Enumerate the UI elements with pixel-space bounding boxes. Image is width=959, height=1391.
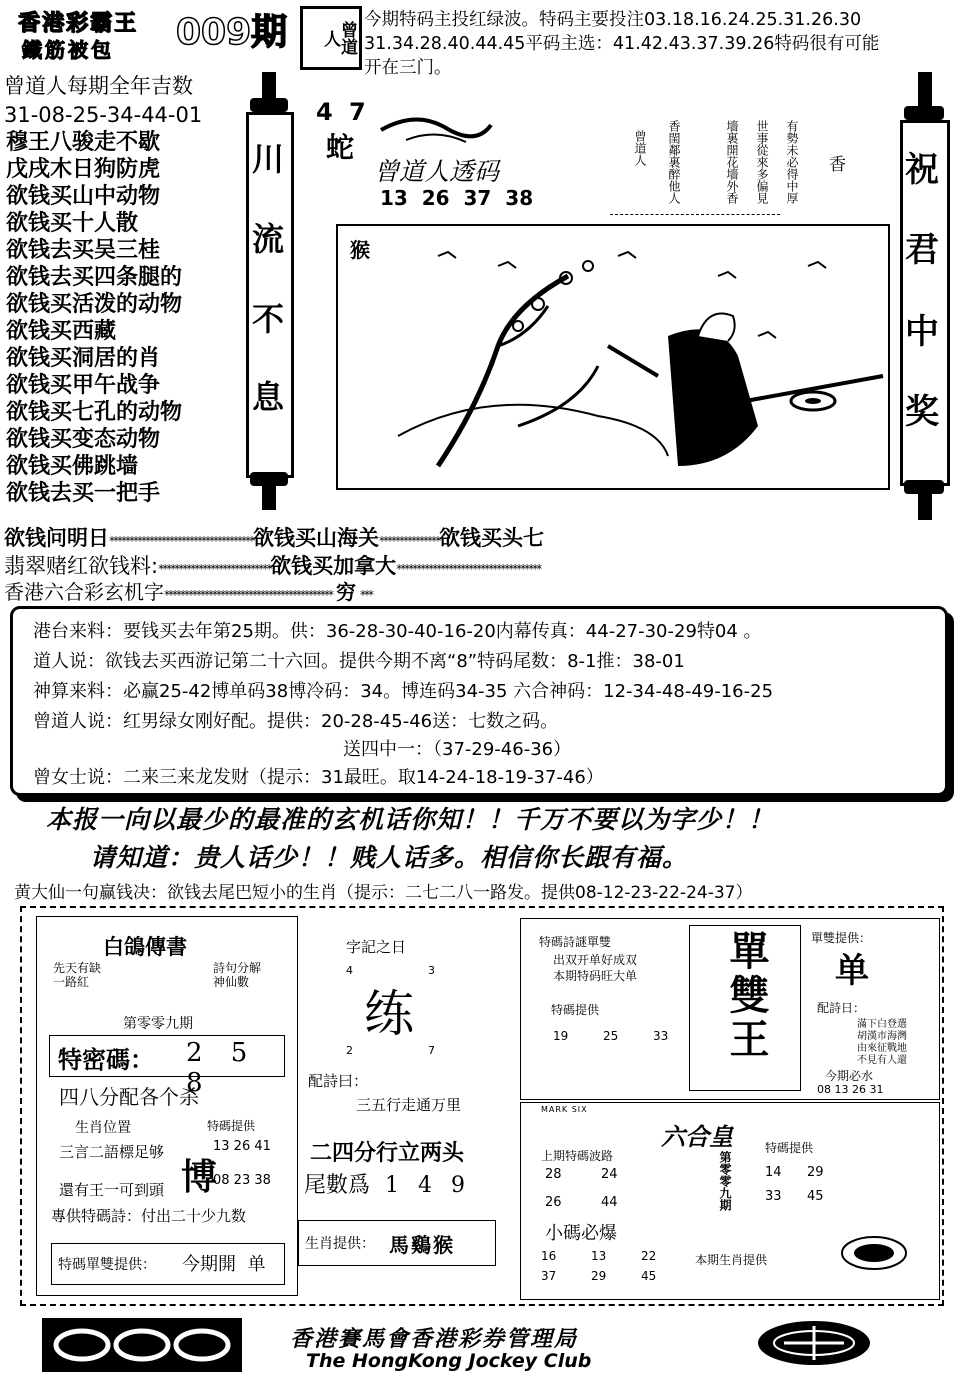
riddle-stars: *** bbox=[360, 588, 372, 602]
info-line: 神算来料：必赢25-42博单码38博冷码：34。博连码34-35 六合神码：12-34-48-49-16-25 bbox=[33, 681, 774, 702]
liuhe-small-num: 22 bbox=[641, 1249, 657, 1263]
issue-number: 009期 bbox=[176, 12, 288, 53]
list-item: 戊戌木日狗防虎 bbox=[6, 157, 161, 182]
picture-animal-label: 猴 bbox=[350, 238, 370, 262]
scroll-left-char: 流 bbox=[252, 220, 285, 258]
riddle-label: 翡翠赌红欲钱料: bbox=[4, 554, 159, 578]
pigeon-nums: 13 26 41 bbox=[213, 1139, 271, 1154]
danshuang-poem: 不見有人還 bbox=[857, 1055, 907, 1066]
liuhe-mark-strip: MARK SIX bbox=[541, 1105, 588, 1114]
picture-title: 曾道人透码 bbox=[374, 157, 500, 186]
logo-line1: 香港彩霸王 bbox=[18, 11, 139, 36]
liuhe-title: 六合皇 bbox=[661, 1122, 733, 1151]
pigeon-bo-label: 特碼提供 bbox=[207, 1119, 256, 1133]
scroll-left-char: 息 bbox=[252, 378, 285, 416]
liuhe-num: 24 bbox=[601, 1167, 618, 1182]
danshuang-title-box bbox=[689, 925, 801, 1091]
logo-line2: 鐵筋被包 bbox=[22, 38, 114, 62]
danshuang-poem: 胡漢市海灣 bbox=[857, 1031, 907, 1042]
danshuang-head-line: 本期特码旺大单 bbox=[553, 969, 638, 983]
list-item: 欲钱去买一把手 bbox=[6, 481, 161, 506]
slogan: 请知道：贵人话少！！贱人话多。相信你长跟有福。 bbox=[90, 843, 689, 872]
word-tail-label: 尾數爲 bbox=[304, 1173, 371, 1198]
danshuang-provide: 特碼提供 bbox=[551, 1003, 600, 1017]
list-item: 欲钱买佛跳墙 bbox=[6, 454, 139, 479]
ink-painting-icon bbox=[338, 226, 888, 488]
scroll-right-char: 君 bbox=[905, 230, 939, 270]
picture-frame bbox=[336, 224, 890, 490]
word-corner: 3 bbox=[428, 964, 435, 977]
word-bold-line: 二四分行立两头 bbox=[310, 1141, 465, 1166]
scroll-right-char: 中 bbox=[905, 312, 939, 352]
word-sx-value: 馬鷄猴 bbox=[389, 1233, 455, 1257]
list-item: 欲钱买西藏 bbox=[6, 319, 117, 344]
jockey-club-logo-icon bbox=[42, 1318, 242, 1372]
announcement-line: 开在三门。 bbox=[364, 58, 452, 78]
word-poem-label: 配詩曰： bbox=[308, 1072, 369, 1090]
info-box bbox=[10, 606, 948, 796]
pigeon-special-nums: 2 5 8 bbox=[186, 1038, 258, 1098]
left-list bbox=[0, 70, 250, 520]
pigeon-bo-char: 博 bbox=[181, 1156, 218, 1198]
danshuang-head: 特碼詩謎單雙 bbox=[539, 935, 612, 949]
word-corner: 4 bbox=[346, 964, 353, 977]
danshuang-head-line: 出双开单好成双 bbox=[553, 953, 638, 967]
word-char: 练 bbox=[364, 985, 414, 1043]
liuhe-small-num: 16 bbox=[541, 1249, 557, 1263]
poem-col: 香閨鄰裏醉他人 bbox=[667, 120, 681, 204]
pigeon-kill-line: 四八分配各个杀 bbox=[59, 1085, 199, 1109]
lottery-emblem-icon bbox=[754, 1318, 874, 1368]
pigeon-issue: 第零零九期 bbox=[123, 1016, 193, 1032]
poem-col: 有勢未必得中厚 bbox=[785, 120, 799, 204]
liuhe-box bbox=[520, 1102, 940, 1300]
word-corner: 2 bbox=[346, 1044, 353, 1057]
liuhe-num: 33 bbox=[765, 1189, 782, 1204]
picture-top-numbers: 4 7 bbox=[316, 98, 370, 126]
word-box bbox=[300, 920, 500, 1294]
word-poem: 三五行走通万里 bbox=[356, 1096, 462, 1114]
pigeon-dan-label: 特碼單雙提供： bbox=[58, 1257, 156, 1273]
scroll-left bbox=[244, 72, 294, 512]
danshuang-num: 19 bbox=[553, 1029, 569, 1043]
info-line: 港台来料：要钱买去年第25期。供：36-28-30-40-16-20内幕传真：44-27-30-29特04 。 bbox=[33, 621, 762, 642]
list-item: 欲钱买十人散 bbox=[6, 211, 139, 236]
scroll-right bbox=[898, 72, 950, 522]
info-line: 送四中一：（37-29-46-36） bbox=[343, 739, 572, 760]
word-sx-label: 生肖提供： bbox=[305, 1236, 375, 1252]
list-item: 欲钱买甲午战争 bbox=[6, 373, 161, 398]
word-sx-row bbox=[298, 1220, 496, 1266]
word-tail-nums: 1 4 9 bbox=[385, 1173, 471, 1198]
poem-heading: 香 bbox=[829, 155, 846, 175]
poem-col: 曾道人 bbox=[633, 130, 647, 166]
riddle-label: 香港六合彩玄机字 bbox=[4, 580, 164, 604]
riddle-answer: 穷 bbox=[336, 580, 356, 604]
riddle-answer: 欲钱买山海关 bbox=[253, 526, 379, 550]
pigeon-title: 白鴿傳書 bbox=[103, 934, 187, 959]
liuhe-small-num: 29 bbox=[591, 1269, 607, 1283]
liuhe-num: 29 bbox=[807, 1165, 824, 1180]
info-line: 曾女士说：二来三来龙发财（提示：31最旺。取14-24-18-19-37-46） bbox=[33, 767, 604, 788]
pigeon-special-poem-text: 付出二十少九数 bbox=[141, 1207, 247, 1225]
pigeon-dan-value: 今期開 单 bbox=[182, 1254, 266, 1275]
seal-text: 曾道人 bbox=[320, 21, 357, 55]
pigeon-dan-row bbox=[51, 1243, 285, 1285]
list-item: 欲钱买洞居的肖 bbox=[6, 346, 161, 371]
left-list-numbers: 31-08-25-34-44-01 bbox=[4, 103, 203, 127]
riddle-stars: *************** bbox=[379, 534, 439, 548]
riddle-answer: 欲钱买头七 bbox=[439, 526, 544, 550]
riddle-row bbox=[4, 522, 954, 552]
club-emblem-icon bbox=[839, 1233, 909, 1273]
word-tail bbox=[304, 1168, 471, 1199]
liuhe-small-num: 37 bbox=[541, 1269, 557, 1283]
danshuang-poem: 滿下白登選 bbox=[857, 1019, 907, 1030]
info-line: 曾道人说：红男绿女刚好配。提供：20-28-45-46送：七数之码。 bbox=[33, 711, 559, 732]
liuhe-num: 44 bbox=[601, 1195, 618, 1210]
riddle-stars: **************************** bbox=[158, 562, 271, 576]
liuhe-small-num: 13 bbox=[591, 1249, 607, 1263]
liuhe-issue: 第零零九期 bbox=[718, 1151, 732, 1211]
poem-col: 墻裏開花墻外香 bbox=[725, 120, 739, 204]
footer-en-name: The HongKong Jockey Club bbox=[306, 1350, 592, 1372]
announcement-line: 31.34.28.40.44.45平码主选：41.42.43.37.39.26特码很有可能 bbox=[364, 34, 880, 54]
pigeon-nums: 08 23 38 bbox=[213, 1173, 271, 1188]
seal bbox=[300, 6, 362, 70]
liuhe-zodiac-label: 本期生肖提供 bbox=[695, 1253, 768, 1267]
logo bbox=[8, 6, 158, 60]
picture-numbers: 13 26 37 38 bbox=[380, 186, 534, 210]
scroll-left-char: 川 bbox=[252, 140, 285, 178]
riddle-stars: ****************************************** bbox=[164, 588, 332, 602]
liuhe-num: 45 bbox=[807, 1189, 824, 1204]
liuhe-num: 14 bbox=[765, 1165, 782, 1180]
riddle-row bbox=[4, 576, 954, 606]
riddle-label: 欲钱问明日 bbox=[4, 526, 109, 550]
list-item: 欲钱去买吴三桂 bbox=[6, 238, 161, 263]
riddle-answer: 欲钱买加拿大 bbox=[270, 554, 397, 578]
danshuang-num: 33 bbox=[653, 1029, 669, 1043]
left-list-title: 曾道人每期全年吉数 bbox=[4, 74, 193, 98]
list-item: 欲钱买山中动物 bbox=[6, 184, 161, 209]
scroll-left-char: 不 bbox=[252, 300, 285, 338]
poem-col: 世事從來多偏見 bbox=[755, 120, 769, 204]
riddle-stars: ************************************ bbox=[396, 562, 541, 576]
danshuang-num: 25 bbox=[603, 1029, 619, 1043]
brush-decoration-icon bbox=[376, 110, 496, 150]
pigeon-special-poem bbox=[51, 1205, 246, 1226]
scroll-right-char: 祝 bbox=[905, 150, 939, 190]
riddle-stars: ************************************ bbox=[109, 534, 253, 548]
pigeon-poem: 三言二語標足够 bbox=[59, 1143, 165, 1161]
picture-zodiac: 蛇 bbox=[326, 131, 355, 164]
list-item: 欲钱买七孔的动物 bbox=[6, 400, 183, 425]
danshuang-title: 單雙王 bbox=[723, 930, 770, 1062]
poem-block bbox=[604, 114, 864, 234]
danshuang-must-label: 今期必水 bbox=[825, 1069, 874, 1083]
pigeon-shengxiao: 生肖位置 bbox=[75, 1120, 131, 1136]
danshuang-poem-label: 配詩日： bbox=[817, 1001, 866, 1015]
danshuang-box bbox=[520, 918, 940, 1100]
pigeon-special-label: 特密碼： bbox=[58, 1046, 154, 1074]
huang-line: 黄大仙一句赢钱决：欲钱去尾巴短小的生肖（提示：二七二八一路发。提供08-12-23-22-24-37） bbox=[14, 883, 753, 903]
liuhe-small-label: 小碼必爆 bbox=[545, 1223, 617, 1244]
list-item: 欲钱去买四条腿的 bbox=[6, 265, 183, 290]
announcement bbox=[364, 8, 954, 80]
pigeon-box bbox=[36, 916, 298, 1296]
danshuang-right-char: 单 bbox=[835, 951, 869, 991]
liuhe-num: 26 bbox=[545, 1195, 562, 1210]
slogan: 本报一向以最少的最准的玄机话你知！！千万不要以为字少！！ bbox=[46, 805, 775, 834]
danshuang-poem: 由來征戰地 bbox=[857, 1043, 907, 1054]
list-item: 欲钱买变态动物 bbox=[6, 427, 161, 452]
liuhe-num: 28 bbox=[545, 1167, 562, 1182]
announcement-line: 今期特码主投红绿波。特码主要投注03.18.16.24.25.31.26.30 bbox=[364, 10, 862, 30]
liuhe-provide-label: 特碼提供 bbox=[765, 1141, 814, 1155]
liuhe-small-num: 45 bbox=[641, 1269, 657, 1283]
word-title: 字記之日 bbox=[346, 938, 407, 956]
danshuang-right-title: 單雙提供： bbox=[811, 931, 872, 945]
liuhe-wave-label: 上期特碼波路 bbox=[541, 1149, 614, 1163]
list-item: 欲钱买活泼的动物 bbox=[6, 292, 183, 317]
pigeon-special-poem-label: 專供特碼詩： bbox=[51, 1207, 142, 1225]
pigeon-side-left: 先天有缺 一路紅 bbox=[53, 961, 102, 989]
pigeon-poem: 還有王一可到頭 bbox=[59, 1181, 165, 1199]
word-corner: 7 bbox=[428, 1044, 435, 1057]
list-item: 穆王八骏走不歇 bbox=[6, 130, 161, 155]
scroll-right-char: 奖 bbox=[905, 392, 939, 432]
info-line: 道人说：欲钱去买西游记第二十六回。提供今期不离“8”特码尾数：8-1推：38-01 bbox=[33, 651, 685, 672]
picture-panel bbox=[296, 80, 896, 500]
footer-cn-name: 香港賽馬會香港彩券管理局 bbox=[290, 1326, 579, 1352]
pigeon-side-right: 詩句分解 神仙數 bbox=[213, 961, 262, 989]
danshuang-must-nums: 08 13 26 31 bbox=[817, 1083, 884, 1096]
